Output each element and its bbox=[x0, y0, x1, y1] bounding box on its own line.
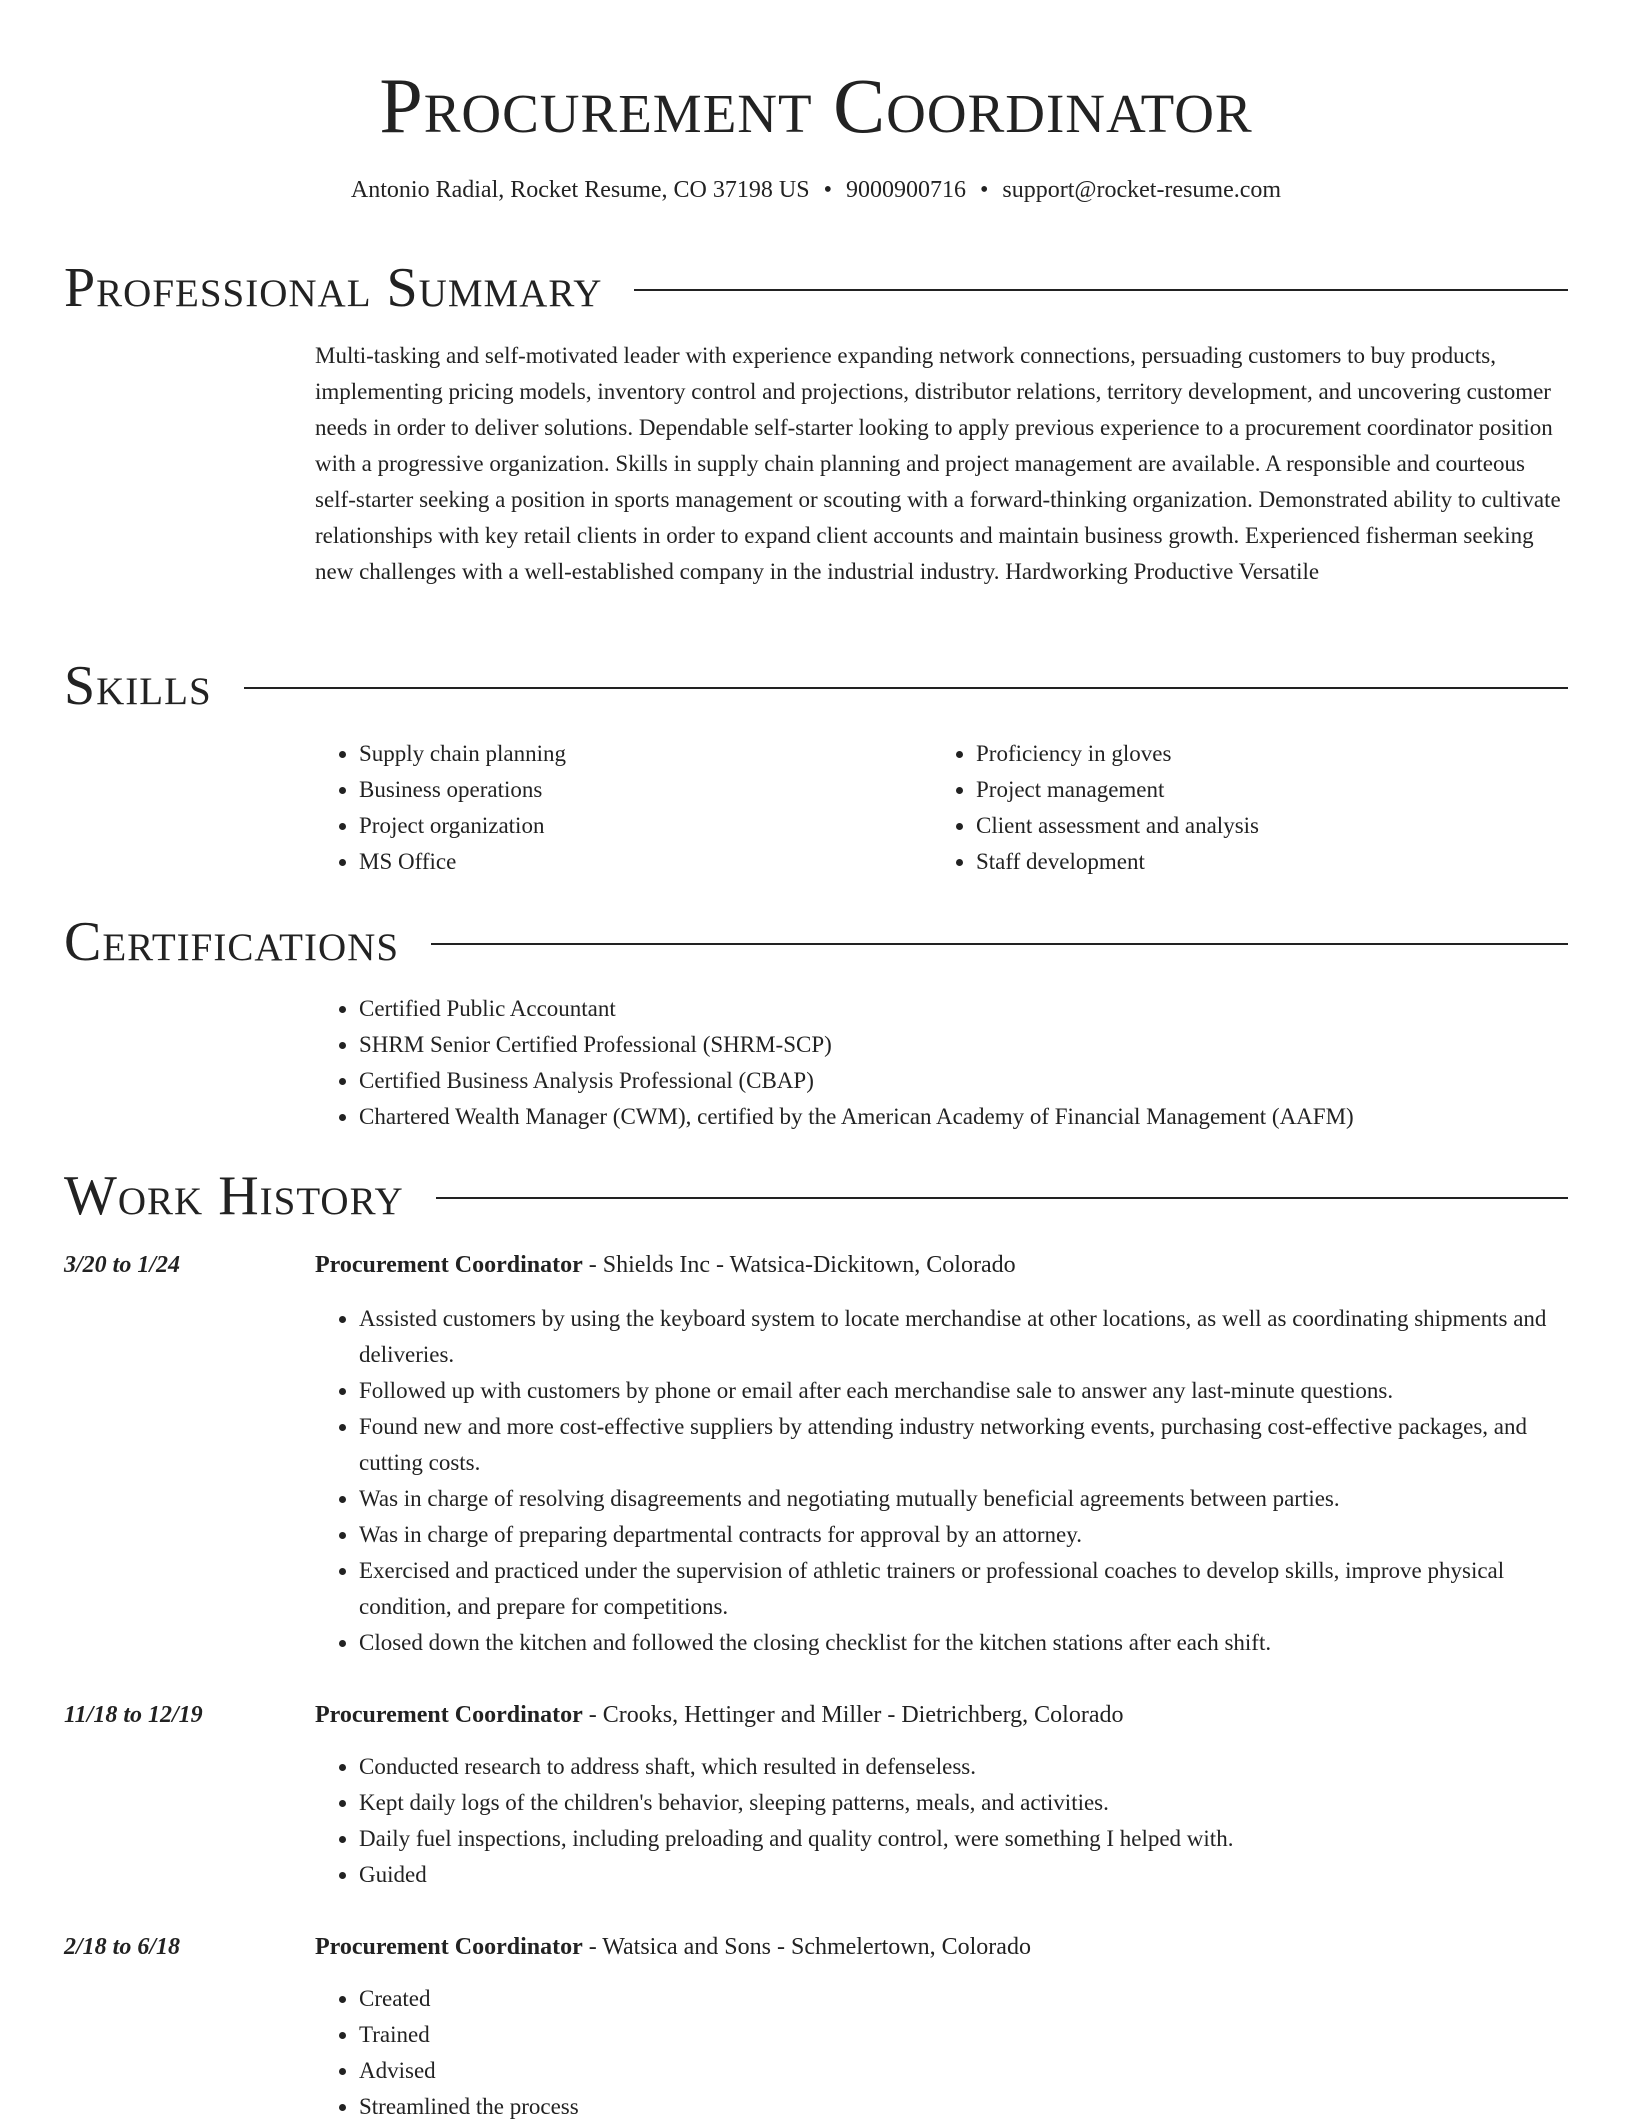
skill-item: • Business operations bbox=[359, 772, 915, 808]
skills-section-header bbox=[64, 654, 1568, 718]
skill-item: • Client assessment and analysis bbox=[976, 808, 1532, 844]
job-company: - Crooks, Hettinger and Miller - Dietrichberg, Colorado bbox=[582, 1702, 1124, 1728]
skill-item: • Project organization bbox=[359, 808, 915, 844]
job-bullets bbox=[315, 1749, 1568, 1893]
job-bullet: • Created bbox=[359, 1981, 1568, 2017]
job-company: - Watsica and Sons - Schmelertown, Colorado bbox=[582, 1934, 1031, 1960]
section-rule bbox=[436, 1197, 1568, 1199]
resume-name: Procurement Coordinator bbox=[379, 62, 1253, 149]
contact-phone: 9000900716 bbox=[845, 177, 966, 203]
work-history-section-header bbox=[64, 1164, 1568, 1228]
job-bullet: • Found new and more cost-effective suppliers by attending industry networking events, purchasing cost-effective packages, and cutting costs. bbox=[359, 1409, 1568, 1481]
job-bullet: • Trained bbox=[359, 2017, 1568, 2053]
skill-item: • Supply chain planning bbox=[359, 736, 915, 772]
job-role: Procurement Coordinator bbox=[315, 1934, 583, 1960]
contact-email: support@rocket-resume.com bbox=[1002, 177, 1282, 203]
job-dates: 11/18 to 12/19 bbox=[64, 1702, 203, 1728]
contact-separator: • bbox=[979, 177, 989, 203]
job-bullets bbox=[315, 1981, 1568, 2125]
job-bullet: • Followed up with customers by phone or email after each merchandise sale to answer any last-minute questions. bbox=[359, 1373, 1568, 1409]
contact-line bbox=[0, 174, 1632, 206]
section-rule bbox=[244, 687, 1568, 689]
work-history-heading: Work History bbox=[64, 1165, 404, 1227]
job-role: Procurement Coordinator bbox=[315, 1702, 583, 1728]
certification-item: • Certified Public Accountant bbox=[359, 991, 1568, 1027]
job-title-line bbox=[315, 1248, 1568, 1282]
skill-item: • Project management bbox=[976, 772, 1532, 808]
job-title-line bbox=[315, 1930, 1568, 1964]
certification-item: • Chartered Wealth Manager (CWM), certified by the American Academy of Financial Management (AAFM) bbox=[359, 1099, 1568, 1135]
section-rule bbox=[634, 289, 1568, 291]
summary-section-header bbox=[64, 256, 1568, 320]
job-role: Procurement Coordinator bbox=[315, 1252, 583, 1278]
contact-address: Antonio Radial, Rocket Resume, CO 37198 US bbox=[350, 177, 810, 203]
contact-separator: • bbox=[823, 177, 832, 203]
skill-item: • MS Office bbox=[359, 844, 915, 880]
certification-item: • Certified Business Analysis Professional (CBAP) bbox=[359, 1063, 1568, 1099]
certifications-section-header bbox=[64, 910, 1568, 974]
job-bullet: • Kept daily logs of the children's behavior, sleeping patterns, meals, and activities. bbox=[359, 1785, 1568, 1821]
job-bullet: • Closed down the kitchen and followed the closing checklist for the kitchen stations after each shift. bbox=[359, 1625, 1568, 1661]
job-bullet: • Streamlined the process bbox=[359, 2089, 1568, 2125]
summary-text: Multi-tasking and self-motivated leader with experience expanding network connections, persuading customers to buy products, implementing pricing models, inventory control and projections, distributor relations, territory development, and uncovering customer needs in order to deliver solutions. Dependable self-starter looking to apply previous experience to a procurement coordinator position with a progressive organization. Skills in supply chain planning and project management are available. A responsible and courteous self-starter seeking a position in sports management or scouting with a forward-thinking organization. Demonstrated ability to cultivate relationships with key retail clients in order to expand client accounts and maintain business growth. Experienced fisherman seeking new challenges with a well-established company in the industrial industry. Hardworking Productive Versatile bbox=[315, 343, 1561, 584]
skills-heading: Skills bbox=[64, 655, 212, 717]
job-bullet: • Exercised and practiced under the supervision of athletic trainers or professional coaches to develop skills, improve physical condition, and prepare for competitions. bbox=[359, 1553, 1568, 1625]
job-company: - Shields Inc - Watsica-Dickitown, Colorado bbox=[582, 1252, 1016, 1278]
certifications-heading: Certifications bbox=[64, 911, 400, 973]
skills-right-column bbox=[932, 736, 1532, 880]
section-rule bbox=[431, 943, 1568, 945]
job-bullet: • Was in charge of preparing departmental contracts for approval by an attorney. bbox=[359, 1517, 1568, 1553]
skills-left-column bbox=[315, 736, 915, 880]
job-bullets bbox=[315, 1301, 1568, 1661]
job-bullet: • Conducted research to address shaft, which resulted in defenseless. bbox=[359, 1749, 1568, 1785]
skill-item: • Staff development bbox=[976, 844, 1532, 880]
certification-item: • SHRM Senior Certified Professional (SHRM-SCP) bbox=[359, 1027, 1568, 1063]
job-title-line bbox=[315, 1698, 1568, 1732]
job-dates: 3/20 to 1/24 bbox=[64, 1252, 181, 1278]
skill-item: • Proficiency in gloves bbox=[976, 736, 1532, 772]
job-dates: 2/18 to 6/18 bbox=[64, 1934, 181, 1960]
job-bullet: • Advised bbox=[359, 2053, 1568, 2089]
job-bullet: • Daily fuel inspections, including preloading and quality control, were something I helped with. bbox=[359, 1821, 1568, 1857]
job-bullet: • Guided bbox=[359, 1857, 1568, 1893]
job-bullet: • Was in charge of resolving disagreements and negotiating mutually beneficial agreements between parties. bbox=[359, 1481, 1568, 1517]
certifications-list bbox=[315, 991, 1568, 1135]
job-bullet: • Assisted customers by using the keyboard system to locate merchandise at other locations, as well as coordinating shipments and deliveries. bbox=[359, 1301, 1568, 1373]
summary-heading: Professional Summary bbox=[64, 257, 603, 319]
